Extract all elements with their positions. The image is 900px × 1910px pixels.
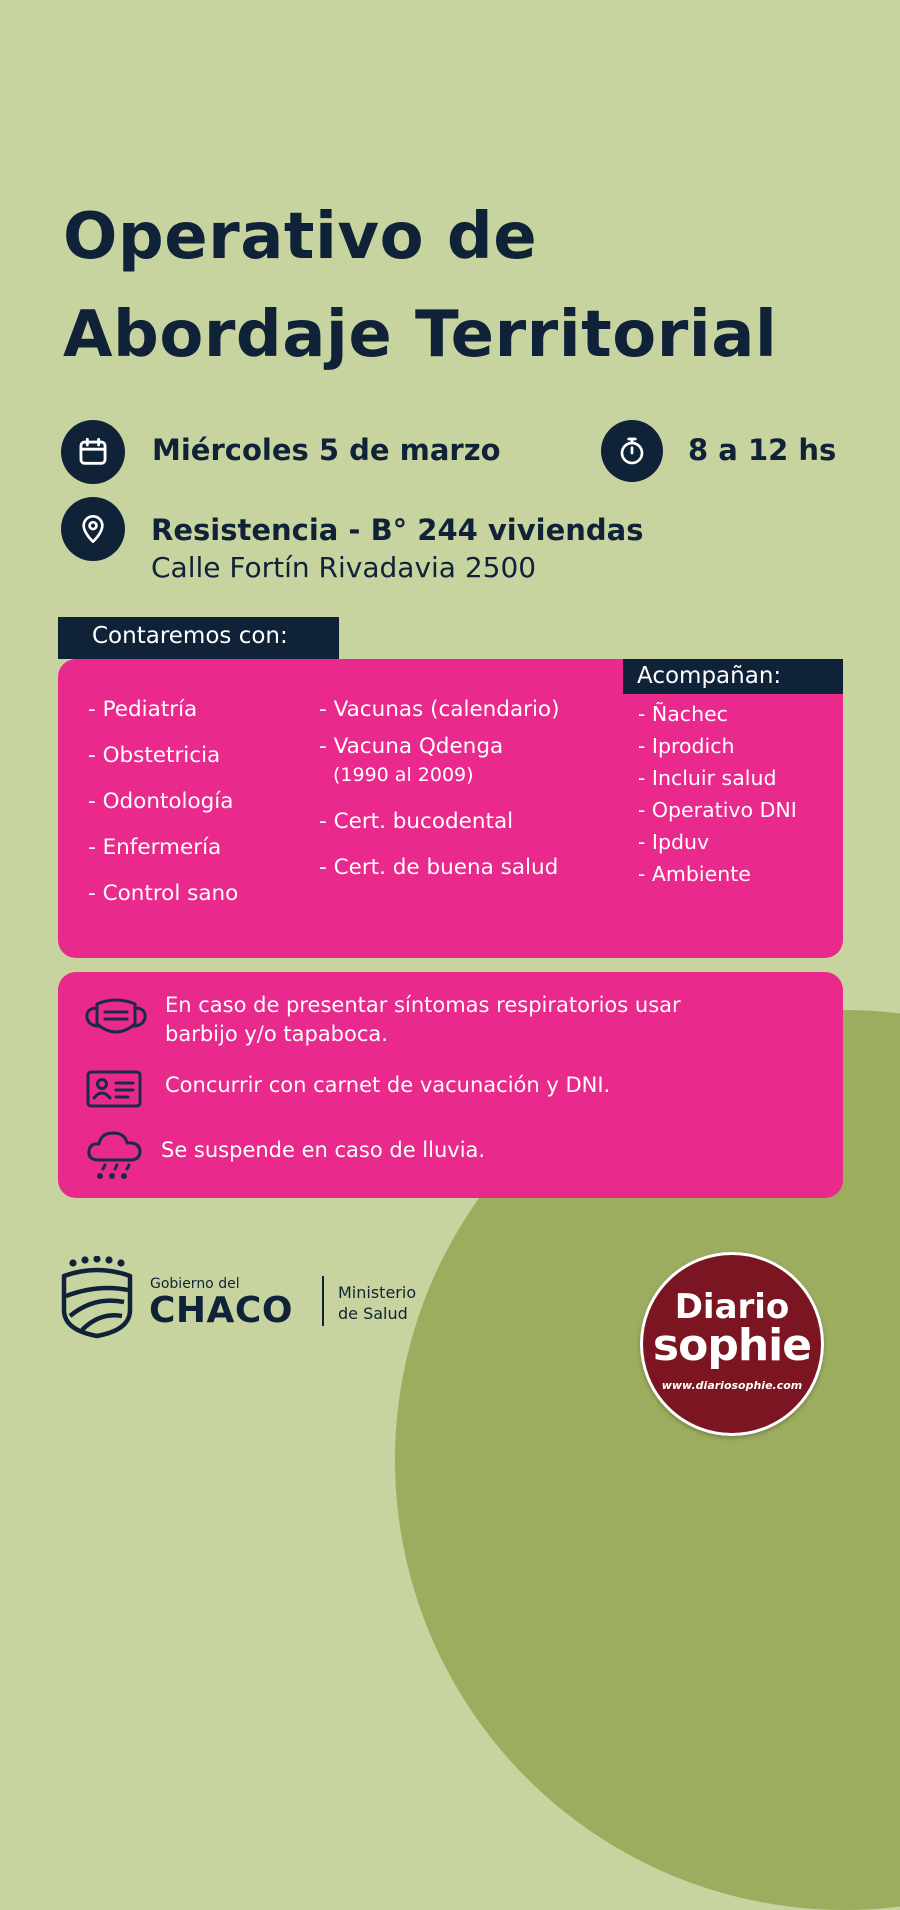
notice-line: En caso de presentar síntomas respiratorios usar [165, 993, 681, 1017]
event-address: Calle Fortín Rivadavia 2500 [151, 551, 537, 584]
chaco-emblem-icon [60, 1256, 134, 1340]
id-card-icon [86, 1069, 142, 1113]
list-item-note: (1990 al 2009) [333, 764, 474, 786]
list-item: - Pediatría [88, 697, 198, 722]
list-item: - Incluir salud [638, 766, 777, 790]
gobierno-chaco-logo [60, 1256, 460, 1340]
event-time: 8 a 12 hs [688, 433, 837, 467]
notice-rain-text: Se suspende en caso de lluvia. [161, 1138, 486, 1162]
title-line-2: Abordaje Territorial [63, 298, 778, 372]
list-item: - Ñachec [638, 702, 728, 726]
list-item: - Ipduv [638, 830, 710, 854]
notice-mask-text [165, 991, 681, 1049]
badge-line-2: sophie [652, 1320, 812, 1371]
notice-id-text: Concurrir con carnet de vacunación y DNI. [165, 1073, 611, 1097]
list-item: - Cert. de buena salud [319, 855, 559, 880]
ministry-line: de Salud [338, 1304, 408, 1323]
gov-small-text: Gobierno del [150, 1276, 240, 1292]
face-mask-icon [83, 994, 149, 1048]
event-place: Resistencia - B° 244 viviendas [151, 513, 644, 547]
footer-divider [322, 1276, 324, 1326]
badge-url: www.diariosophie.com [661, 1379, 803, 1392]
partners-heading: Acompañan: [623, 659, 843, 694]
diario-sophie-badge [640, 1252, 824, 1436]
ministry-text [338, 1282, 416, 1324]
list-item: - Obstetricia [88, 743, 221, 768]
notice-line: barbijo y/o tapaboca. [165, 1022, 388, 1046]
badge-line-1: Diario [674, 1287, 790, 1327]
list-item: - Iprodich [638, 734, 735, 758]
list-item: - Cert. bucodental [319, 809, 514, 834]
list-item: - Vacuna Qdenga [319, 734, 504, 759]
services-heading: Contaremos con: [58, 617, 339, 659]
gov-chaco-text: CHACO [149, 1290, 293, 1331]
clock-icon [601, 420, 663, 482]
event-date: Miércoles 5 de marzo [152, 433, 501, 467]
location-pin-icon [61, 497, 125, 561]
list-item: - Odontología [88, 789, 234, 814]
list-item: - Ambiente [638, 862, 751, 886]
page-title [63, 188, 777, 384]
list-item: - Control sano [88, 881, 239, 906]
list-item: - Operativo DNI [638, 798, 797, 822]
title-line-1: Operativo de [63, 200, 538, 274]
calendar-icon [61, 420, 125, 484]
ministry-line: Ministerio [338, 1283, 417, 1302]
rain-cloud-icon [85, 1128, 145, 1186]
list-item: - Enfermería [88, 835, 222, 860]
list-item: - Vacunas (calendario) [319, 697, 560, 722]
